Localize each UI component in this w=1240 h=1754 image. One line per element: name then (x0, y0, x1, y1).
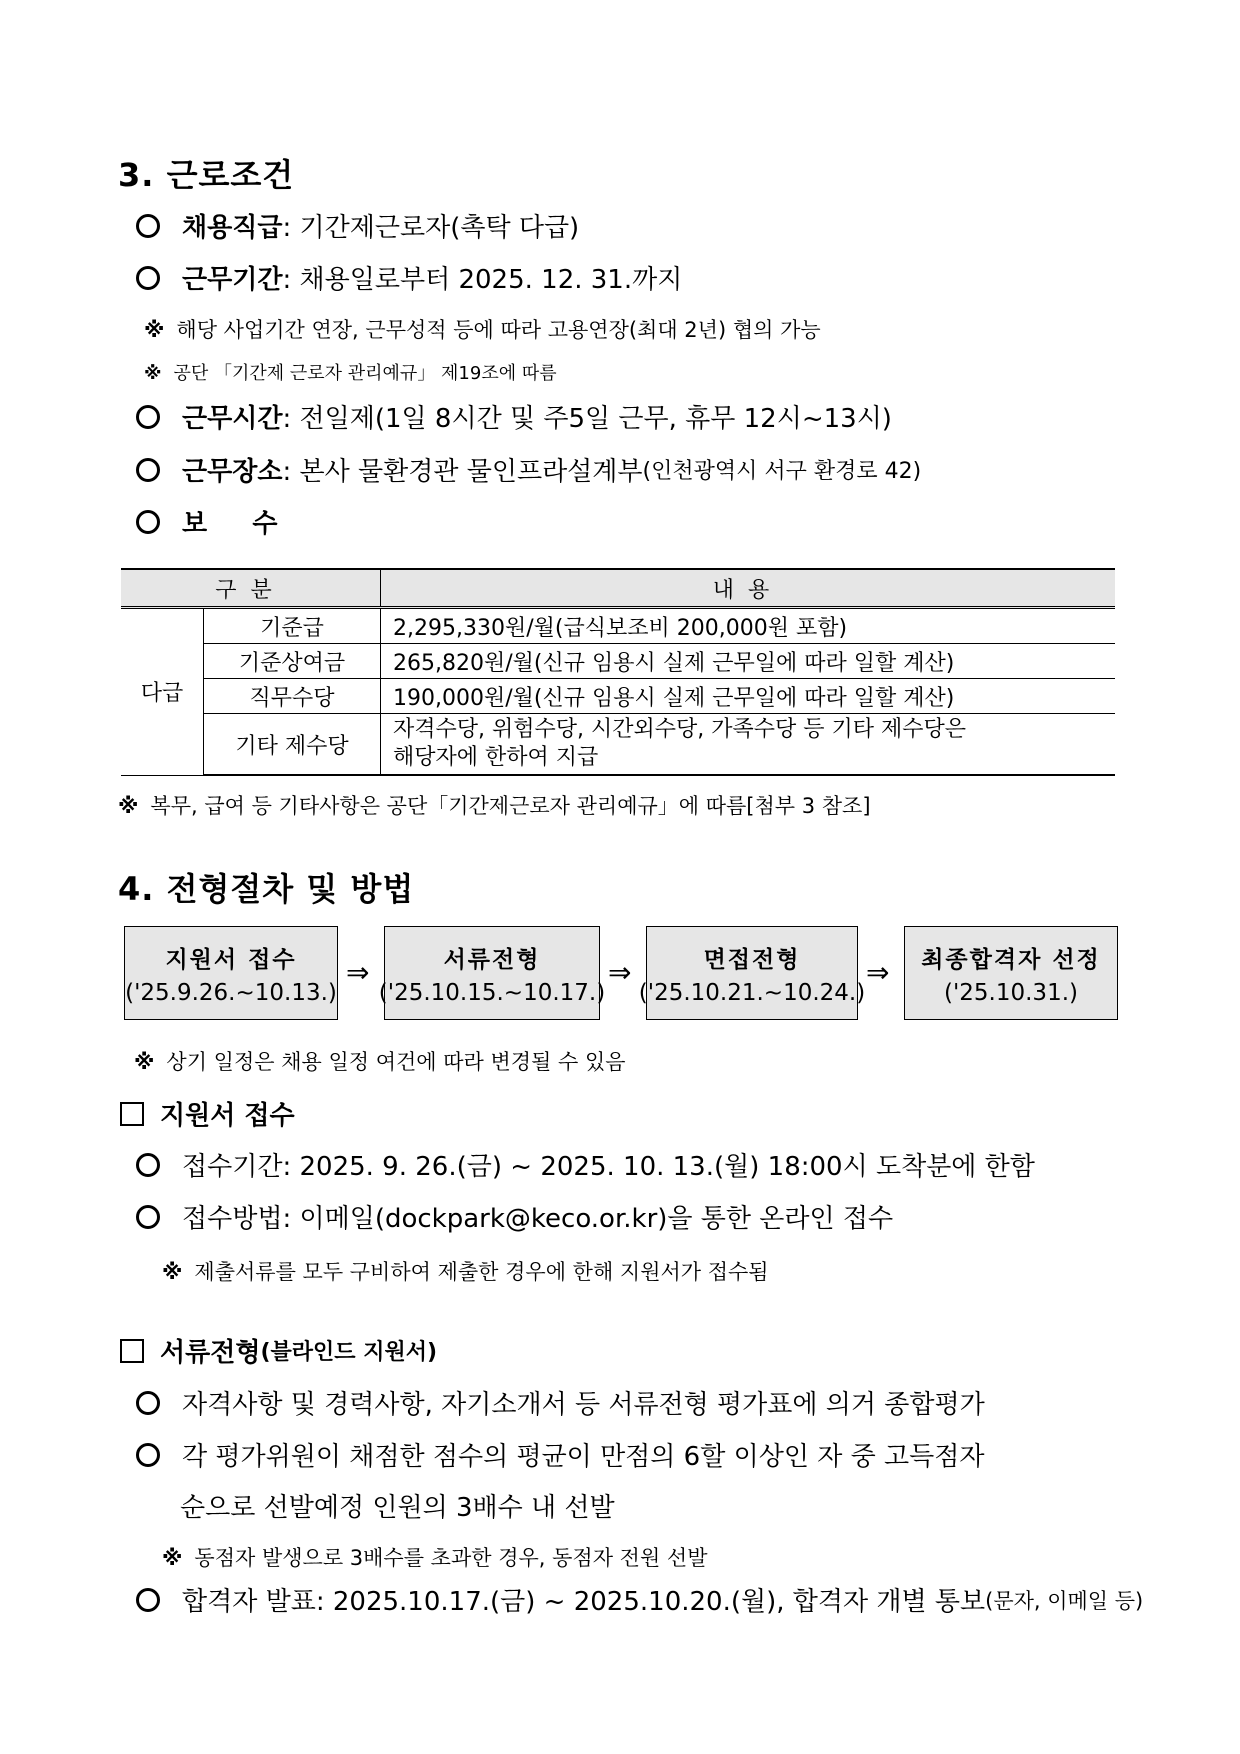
screening-selection-line2: 순으로 선발예정 인원의 3배수 내 선발 (180, 1493, 615, 1523)
pay-content-line1: 자격수당, 위험수당, 시간외수당, 가족수당 등 기타 제수당은 (393, 717, 966, 742)
step-document-screening (378, 926, 606, 1020)
pay-content-line2: 해당자에 한하여 지급 (393, 745, 599, 770)
step-interview (638, 926, 866, 1020)
step-name: 지원서 접수 (165, 946, 297, 973)
reference-mark: ※ (162, 1546, 183, 1570)
bullet-work-hours (136, 398, 892, 435)
hire-grade-label: 채용직급 (182, 213, 283, 243)
step-name: 서류전형 (443, 946, 541, 973)
pay-table (121, 568, 1115, 776)
work-hours-text: : 전일제(1일 8시간 및 주5일 근무, 휴무 12시~13시) (282, 404, 892, 434)
announcement-tail: (문자, 이메일 등) (985, 1588, 1144, 1613)
pay-table-header-content: 내용 (381, 569, 1116, 608)
pay-content-cell (381, 714, 1116, 776)
document-screening-title-tail: (블라인드 지원서) (260, 1340, 438, 1365)
pay-content-cell: 2,295,330원/월(급식보조비 200,000원 포함) (381, 608, 1116, 644)
subsection-document-screening (120, 1332, 437, 1369)
circle-bullet-icon (136, 510, 160, 534)
screening-evaluation-text: 자격사항 및 경력사항, 자기소개서 등 서류전형 평가표에 의거 종합평가 (182, 1390, 985, 1420)
reference-mark: ※ (144, 318, 165, 342)
bullet-application-period (136, 1146, 1035, 1183)
step-name: 면접전형 (703, 946, 801, 973)
work-place-label: 근무장소 (182, 457, 283, 487)
section4-title: 4. 전형절차 및 방법 (118, 870, 415, 908)
note-extension (144, 314, 821, 344)
note-extension-text: 해당 사업기간 연장, 근무성적 등에 따라 고용연장(최대 2년) 협의 가능 (176, 318, 821, 342)
work-place-text: : 본사 물환경관 물인프라설계부 (282, 457, 643, 487)
bullet-screening-evaluation (136, 1384, 985, 1421)
screening-note (162, 1542, 707, 1572)
work-place-address: (인천광역시 서구 환경로 42) (642, 459, 922, 484)
table-note (118, 790, 871, 820)
arrow-right-icon: ⇒ (608, 956, 632, 989)
pay-grade-cell: 다급 (121, 608, 204, 776)
arrow-right-icon: ⇒ (866, 956, 890, 989)
step-final-selection (904, 926, 1118, 1020)
pay-content-cell: 190,000원/월(신규 임용시 실제 근무일에 따라 일할 계산) (381, 679, 1116, 714)
step-application (124, 926, 338, 1020)
pay-item-cell: 기준급 (204, 608, 381, 644)
circle-bullet-icon (136, 458, 160, 482)
circle-bullet-icon (136, 266, 160, 290)
table-note-text: 복무, 급여 등 기타사항은 공단「기간제근로자 관리예규」에 따름[첨부 3 참조] (150, 794, 871, 818)
pay-table-header-category: 구분 (121, 569, 381, 608)
application-title: 지원서 접수 (160, 1101, 295, 1131)
table-row (121, 714, 1115, 776)
application-period-text: 접수기간: 2025. 9. 26.(금) ~ 2025. 10. 13.(월) 18:00시 도착분에 한함 (182, 1152, 1035, 1182)
application-note (162, 1256, 769, 1286)
step-date: ('25.10.15.~10.17.) (378, 979, 606, 1006)
application-note-text: 제출서류를 모두 구비하여 제출한 경우에 한해 지원서가 접수됨 (194, 1260, 769, 1284)
circle-bullet-icon (136, 1588, 160, 1612)
step-name: 최종합격자 선정 (921, 946, 1101, 973)
square-bullet-icon (120, 1339, 144, 1363)
reference-mark: ※ (134, 1050, 155, 1074)
note-regulation (144, 359, 557, 385)
bullet-hire-grade (136, 207, 579, 244)
announcement-text: 합격자 발표: 2025.10.17.(금) ~ 2025.10.20.(월), 합격자 개별 통보 (182, 1587, 986, 1617)
work-period-text: : 채용일로부터 2025. 12. 31.까지 (282, 265, 683, 295)
schedule-note-text: 상기 일정은 채용 일정 여건에 따라 변경될 수 있음 (166, 1050, 626, 1074)
circle-bullet-icon (136, 214, 160, 238)
reference-mark: ※ (144, 363, 162, 384)
arrow-right-icon: ⇒ (346, 956, 370, 989)
bullet-work-place (136, 451, 921, 488)
application-method-text: 접수방법: 이메일(dockpark@keco.or.kr)을 통한 온라인 접수 (182, 1204, 894, 1234)
circle-bullet-icon (136, 1153, 160, 1177)
circle-bullet-icon (136, 405, 160, 429)
table-row (121, 608, 1115, 644)
circle-bullet-icon (136, 1391, 160, 1415)
table-row (121, 679, 1115, 714)
bullet-pay (136, 503, 278, 540)
step-date: ('25.10.31.) (943, 979, 1078, 1006)
circle-bullet-icon (136, 1205, 160, 1229)
reference-mark: ※ (118, 794, 139, 818)
subsection-application (120, 1095, 295, 1132)
bullet-screening-selection (136, 1436, 984, 1473)
bullet-announcement (136, 1581, 1143, 1618)
pay-item-cell: 기타 제수당 (204, 714, 381, 776)
pay-item-cell: 직무수당 (204, 679, 381, 714)
work-hours-label: 근무시간 (182, 404, 283, 434)
step-date: ('25.10.21.~10.24.) (638, 979, 866, 1006)
bullet-work-period (136, 259, 682, 296)
document-screening-title: 서류전형 (160, 1338, 261, 1368)
reference-mark: ※ (162, 1260, 183, 1284)
note-regulation-text: 공단 「기간제 근로자 관리예규」 제19조에 따름 (173, 363, 557, 384)
pay-label: 보 수 (182, 509, 278, 539)
work-period-label: 근무기간 (182, 265, 283, 295)
schedule-note (134, 1046, 626, 1076)
pay-content-cell: 265,820원/월(신규 임용시 실제 근무일에 따라 일할 계산) (381, 644, 1116, 679)
hire-grade-text: : 기간제근로자(촉탁 다급) (282, 213, 580, 243)
screening-selection-line1: 각 평가위원이 채점한 점수의 평균이 만점의 6할 이상인 자 중 고득점자 (182, 1442, 985, 1472)
table-row (121, 644, 1115, 679)
screening-note-text: 동점자 발생으로 3배수를 초과한 경우, 동점자 전원 선발 (194, 1546, 708, 1570)
square-bullet-icon (120, 1102, 144, 1126)
section3-title: 3. 근로조건 (118, 156, 295, 194)
pay-item-cell: 기준상여금 (204, 644, 381, 679)
step-date: ('25.9.26.~10.13.) (125, 979, 337, 1006)
circle-bullet-icon (136, 1443, 160, 1467)
bullet-application-method (136, 1198, 893, 1235)
